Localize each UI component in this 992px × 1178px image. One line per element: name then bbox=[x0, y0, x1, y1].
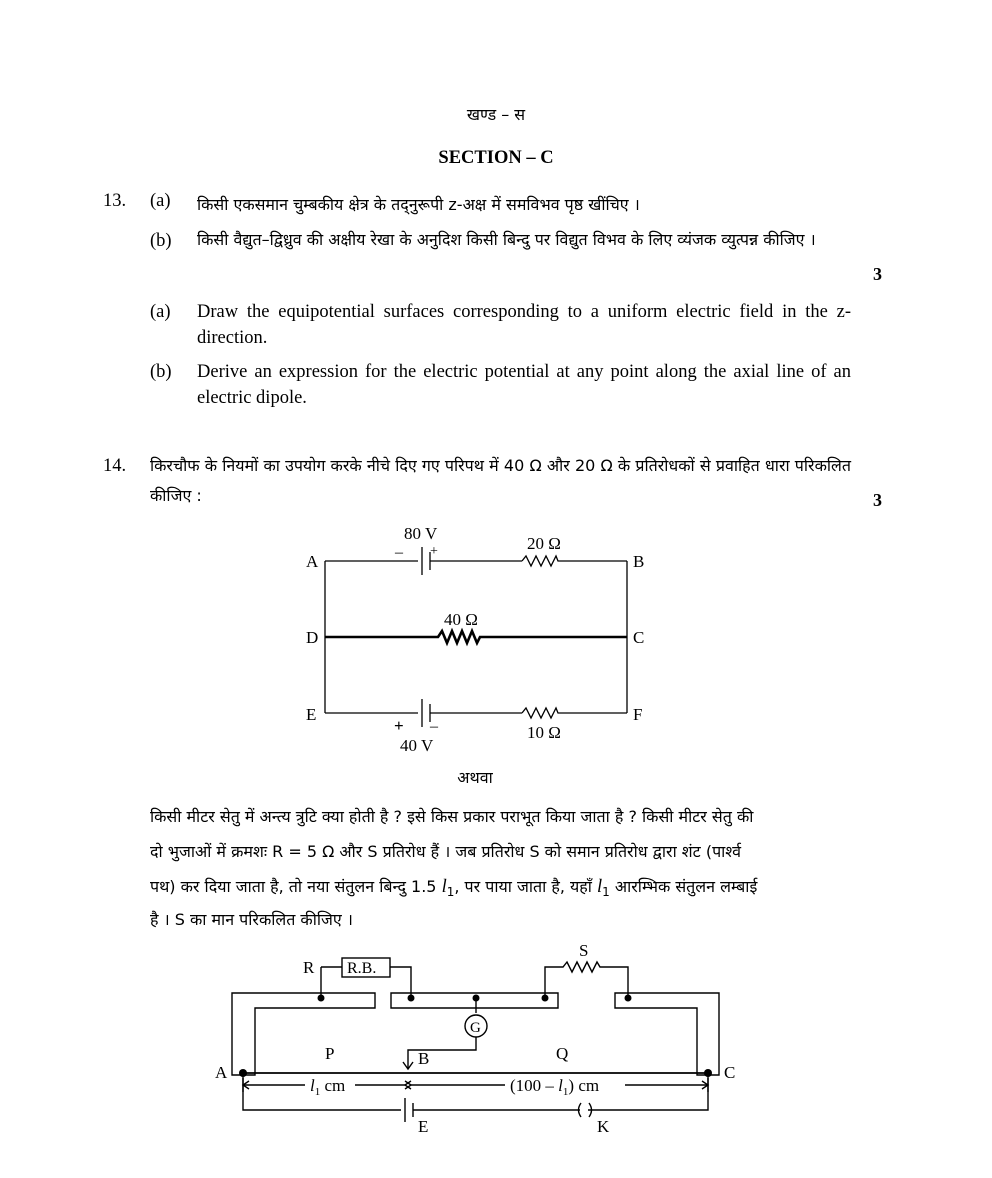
left-copper-strip bbox=[232, 993, 375, 1075]
q13-number: 13. bbox=[103, 191, 127, 211]
section-heading-hindi: खण्ड – स bbox=[466, 105, 526, 124]
node-b-label: B bbox=[633, 552, 645, 571]
label-a: A bbox=[215, 1063, 228, 1082]
node-a-label: A bbox=[306, 552, 319, 571]
label-p: P bbox=[325, 1044, 335, 1063]
battery-bottom-voltage: 40 V bbox=[400, 736, 434, 755]
q13-en-a-label: (a) bbox=[150, 302, 171, 322]
alt-text-line-1: किसी मीटर सेतु में अन्त्य त्रुटि क्या होती है ? इसे किस प्रकार पराभूत किया जाता है ? किसी मीटर सेतु की bbox=[150, 807, 754, 826]
middle-branch-wire bbox=[325, 631, 627, 643]
resistor-40-label: 40 Ω bbox=[444, 610, 478, 629]
battery-bottom-minus: – bbox=[430, 718, 438, 735]
top-branch-wire bbox=[325, 547, 627, 575]
label-r: R bbox=[303, 958, 315, 977]
q13-en-b-label: (b) bbox=[150, 362, 172, 382]
l1-symbol-2: l bbox=[597, 877, 603, 897]
label-e: E bbox=[418, 1117, 429, 1136]
battery-top-voltage: 80 V bbox=[404, 524, 438, 543]
q13-hi-b-text: किसी वैद्युत–द्विध्रुव की अक्षीय रेखा के अनुदिश किसी बिन्दु पर विद्युत विभव के लिए व्यंजक व्युत्पन्न कीजिए । bbox=[197, 230, 816, 249]
bottom-branch-wire bbox=[325, 699, 627, 727]
q13-hi-b-label: (b) bbox=[150, 231, 172, 251]
node-e-label: E bbox=[306, 705, 317, 724]
node-c-label: C bbox=[633, 628, 645, 647]
battery-top-plus: + bbox=[430, 544, 438, 559]
resistor-20-label: 20 Ω bbox=[527, 534, 561, 553]
alt-text-line-2: दो भुजाओं में क्रमशः R = 5 Ω और S प्रतिरोध हैं । जब प्रतिरोध S को समान प्रतिरोध द्वारा शंट (पार्श्व bbox=[150, 842, 741, 861]
arrow-mid-heads bbox=[405, 1081, 411, 1089]
section-heading-english: SECTION – C bbox=[438, 148, 554, 168]
alt-text-line-4: है । S का मान परिकलित कीजिए । bbox=[150, 910, 353, 929]
battery-top-minus: – bbox=[395, 544, 403, 561]
right-copper-strip bbox=[615, 993, 719, 1075]
q13-marks: 3 bbox=[873, 264, 882, 284]
alt-text-line-3 bbox=[150, 875, 851, 899]
node-d-label: D bbox=[306, 628, 319, 647]
q13-hi-a-text: किसी एकसमान चुम्बकीय क्षेत्र के तद्नुरूपी z-अक्ष में समविभव पृष्ठ खींचिए । bbox=[197, 195, 640, 214]
label-c: C bbox=[724, 1063, 736, 1082]
q14-marks: 3 bbox=[873, 490, 882, 510]
label-k: K bbox=[597, 1117, 610, 1136]
alt-line3-part3: आरम्भिक संतुलन लम्बाई bbox=[609, 877, 758, 896]
alt-line3-part2: , पर पाया जाता है, यहाँ bbox=[454, 877, 598, 896]
or-divider: अथवा bbox=[457, 768, 493, 787]
label-rb: R.B. bbox=[347, 960, 377, 977]
kirchhoff-circuit-diagram bbox=[290, 518, 670, 758]
resistor-10-label: 10 Ω bbox=[527, 723, 561, 742]
q13-en-b-text: Derive an expression for the electric potential at any point along the axial line of an electric dipole. bbox=[197, 362, 851, 408]
label-q: Q bbox=[556, 1044, 569, 1063]
q13-hi-a-label: (a) bbox=[150, 191, 171, 211]
l1-length-label: $l_1$ cm bbox=[310, 1076, 346, 1098]
l1-subscript-2: 1 bbox=[602, 885, 610, 900]
q13-en-a-text: Draw the equipotential surfaces corresponding to a uniform electric field in the z-direction. bbox=[197, 302, 851, 348]
alt-line3-part1: पथ) कर दिया जाता है, तो नया संतुलन बिन्दु 1.5 bbox=[150, 877, 442, 896]
l1-subscript: 1 bbox=[446, 885, 455, 900]
l1-symbol: l bbox=[441, 877, 447, 897]
metre-bridge-diagram bbox=[205, 938, 745, 1138]
q14-number: 14. bbox=[103, 456, 127, 476]
q14-text: किरचौफ के नियमों का उपयोग करके नीचे दिए गए परिपथ में 40 Ω और 20 Ω के प्रतिरोधकों से प्रवाहित धारा परिकलित कीजिए : bbox=[150, 456, 851, 505]
label-s: S bbox=[579, 941, 589, 960]
battery-bottom-plus: + bbox=[394, 716, 404, 735]
label-b: B bbox=[418, 1049, 430, 1068]
label-g: G bbox=[470, 1020, 481, 1036]
node-f-label: F bbox=[633, 705, 643, 724]
q-length-label: $(100 - l_1)$ cm bbox=[510, 1076, 600, 1098]
